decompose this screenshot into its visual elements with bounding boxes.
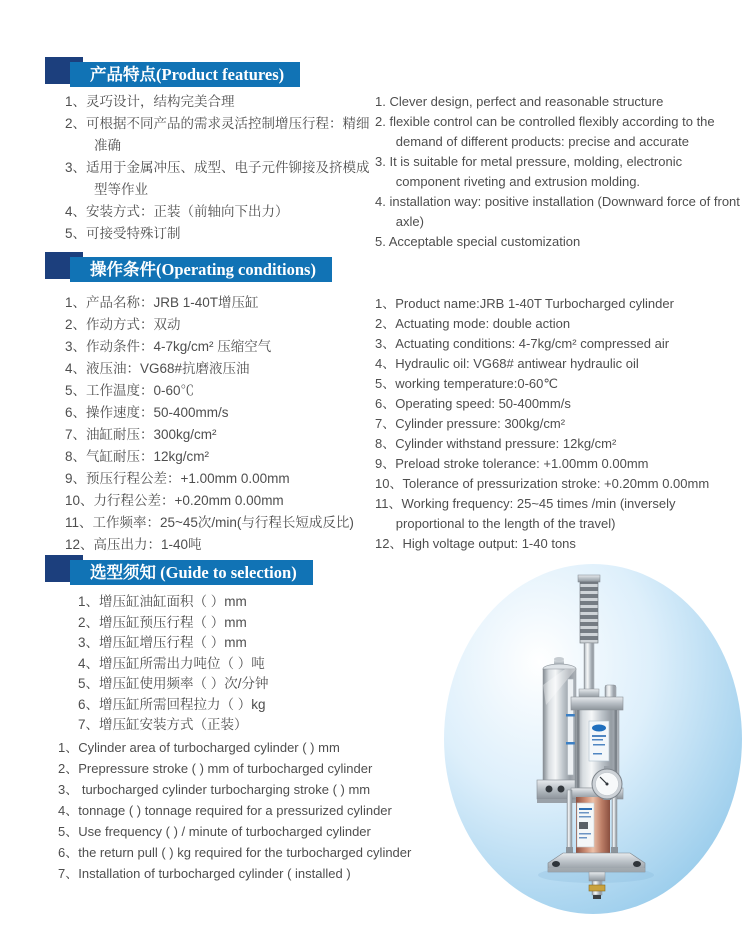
list-item: 8、气缸耐压：12kg/cm² bbox=[65, 449, 210, 464]
list-item: 4、tonnage ( ) tonnage required for a pressurized cylinder bbox=[58, 803, 392, 818]
list-item: 6、操作速度：50-400mm/s bbox=[65, 405, 229, 420]
list-item: 5. Acceptable special customization bbox=[375, 234, 581, 249]
list-item: 9、预压行程公差：+1.00mm 0.00mm bbox=[65, 471, 290, 486]
list-item: 1、增压缸油缸面积（ ）mm bbox=[78, 594, 247, 609]
list-item: 1、Product name:JRB 1-40T Turbocharged cylinder bbox=[375, 296, 674, 311]
list-item: 5、工作温度：0-60℃ bbox=[65, 383, 195, 398]
list-item: 1、Cylinder area of turbocharged cylinder ( ) mm bbox=[58, 740, 340, 755]
list-item: 7、Cylinder pressure: 300kg/cm² bbox=[375, 416, 566, 431]
list-item: 2、作动方式：双动 bbox=[65, 317, 181, 332]
list-item: 11、Working frequency: 25~45 times /min (inversely proportional to the length of the travel) bbox=[375, 496, 676, 531]
list-item: 2. flexible control can be controlled flexibly according to the demand of different products: precise and accurate bbox=[375, 114, 715, 149]
list-item: 5、Use frequency ( ) / minute of turbocharged cylinder bbox=[58, 824, 371, 839]
list-item: 11、工作频率：25~45次/min(与行程长短成反比) bbox=[65, 515, 354, 530]
list-item: 12、High voltage output: 1-40 tons bbox=[375, 536, 576, 551]
list-item: 3、适用于金属冲压、成型、电子元件铆接及挤模成型等作业 bbox=[65, 160, 370, 197]
list-item: 6、the return pull ( ) kg required for the turbocharged cylinder bbox=[58, 845, 412, 860]
section-title: 产品特点(Product features) bbox=[90, 65, 285, 84]
list-item: 2、增压缸预压行程（ ）mm bbox=[78, 614, 247, 630]
turbocharged-cylinder-product-photo bbox=[443, 563, 750, 916]
list-item: 1、产品名称：JRB 1-40T增压缸 bbox=[65, 295, 259, 310]
list-item: 4、液压油：VG68#抗磨液压油 bbox=[65, 361, 250, 376]
oil-reservoir bbox=[537, 657, 579, 803]
list-item: 2、Prepressure stroke ( ) mm of turbocharged cylinder bbox=[58, 761, 373, 776]
list-item: 7、油缸耐压：300kg/cm² bbox=[65, 427, 217, 442]
operating-conditions-en-list bbox=[375, 294, 743, 554]
list-item: 10、Tolerance of pressurization stroke: +0.20mm 0.00mm bbox=[375, 476, 710, 491]
section-title-bar bbox=[70, 257, 332, 282]
list-item: 1、灵巧设计，结构完美合理 bbox=[65, 94, 235, 109]
list-item: 5、working temperature:0-60℃ bbox=[375, 376, 558, 391]
section-title-bar bbox=[70, 62, 300, 87]
list-item: 3、增压缸增压行程（ ）mm bbox=[78, 635, 247, 650]
list-item: 12、高压出力：1-40吨 bbox=[65, 537, 202, 552]
list-item: 7、增压缸安装方式（正装） bbox=[78, 717, 248, 732]
hydraulic-cylinder-label bbox=[577, 803, 594, 847]
product-features-en-list bbox=[375, 92, 747, 252]
list-item: 3、Actuating conditions: 4-7kg/cm² compressed air bbox=[375, 336, 670, 351]
list-item: 9、Preload stroke tolerance: +1.00mm 0.00mm bbox=[375, 456, 649, 471]
list-item: 5、增压缸使用频率（ ）次/分钟 bbox=[78, 676, 269, 691]
section-title: 操作条件(Operating conditions) bbox=[90, 260, 316, 279]
section-title: 选型须知 (Guide to selection) bbox=[90, 563, 297, 582]
section-title-bar bbox=[70, 560, 313, 585]
list-item: 4、安装方式：正装（前轴向下出力） bbox=[65, 204, 289, 219]
product-features-cn-list bbox=[65, 91, 380, 245]
list-item: 1. Clever design, perfect and reasonable structure bbox=[375, 94, 664, 109]
sight-gauge bbox=[568, 679, 574, 775]
list-item: 3. It is suitable for metal pressure, molding, electronic component riveting and extrusion molding. bbox=[375, 154, 683, 189]
guide-to-selection-cn-list bbox=[78, 592, 478, 736]
list-item: 10、力行程公差：+0.20mm 0.00mm bbox=[65, 493, 284, 508]
list-item: 3、 turbocharged cylinder turbocharging stroke ( ) mm bbox=[58, 782, 371, 797]
list-item: 3、作动条件：4-7kg/cm² 压缩空气 bbox=[65, 339, 272, 354]
list-item: 4. installation way: positive installation (Downward force of front axle) bbox=[375, 194, 740, 229]
list-item: 2、Actuating mode: double action bbox=[375, 316, 571, 331]
list-item: 4、增压缸所需出力吨位（ ）吨 bbox=[78, 655, 265, 671]
list-item: 2、可根据不同产品的需求灵活控制增压行程：精细准确 bbox=[65, 116, 370, 153]
list-item: 6、增压缸所需回程拉力（ ）kg bbox=[78, 696, 266, 712]
cylinder-label bbox=[589, 721, 609, 761]
list-item: 8、Cylinder withstand pressure: 12kg/cm² bbox=[375, 436, 617, 451]
list-item: 5、可接受特殊订制 bbox=[65, 226, 181, 241]
operating-conditions-cn-list bbox=[65, 292, 410, 556]
list-item: 6、Operating speed: 50-400mm/s bbox=[375, 396, 571, 411]
list-item: 7、Installation of turbocharged cylinder ( installed ) bbox=[58, 866, 351, 881]
list-item: 4、Hydraulic oil: VG68# antiwear hydraulic oil bbox=[375, 356, 639, 371]
